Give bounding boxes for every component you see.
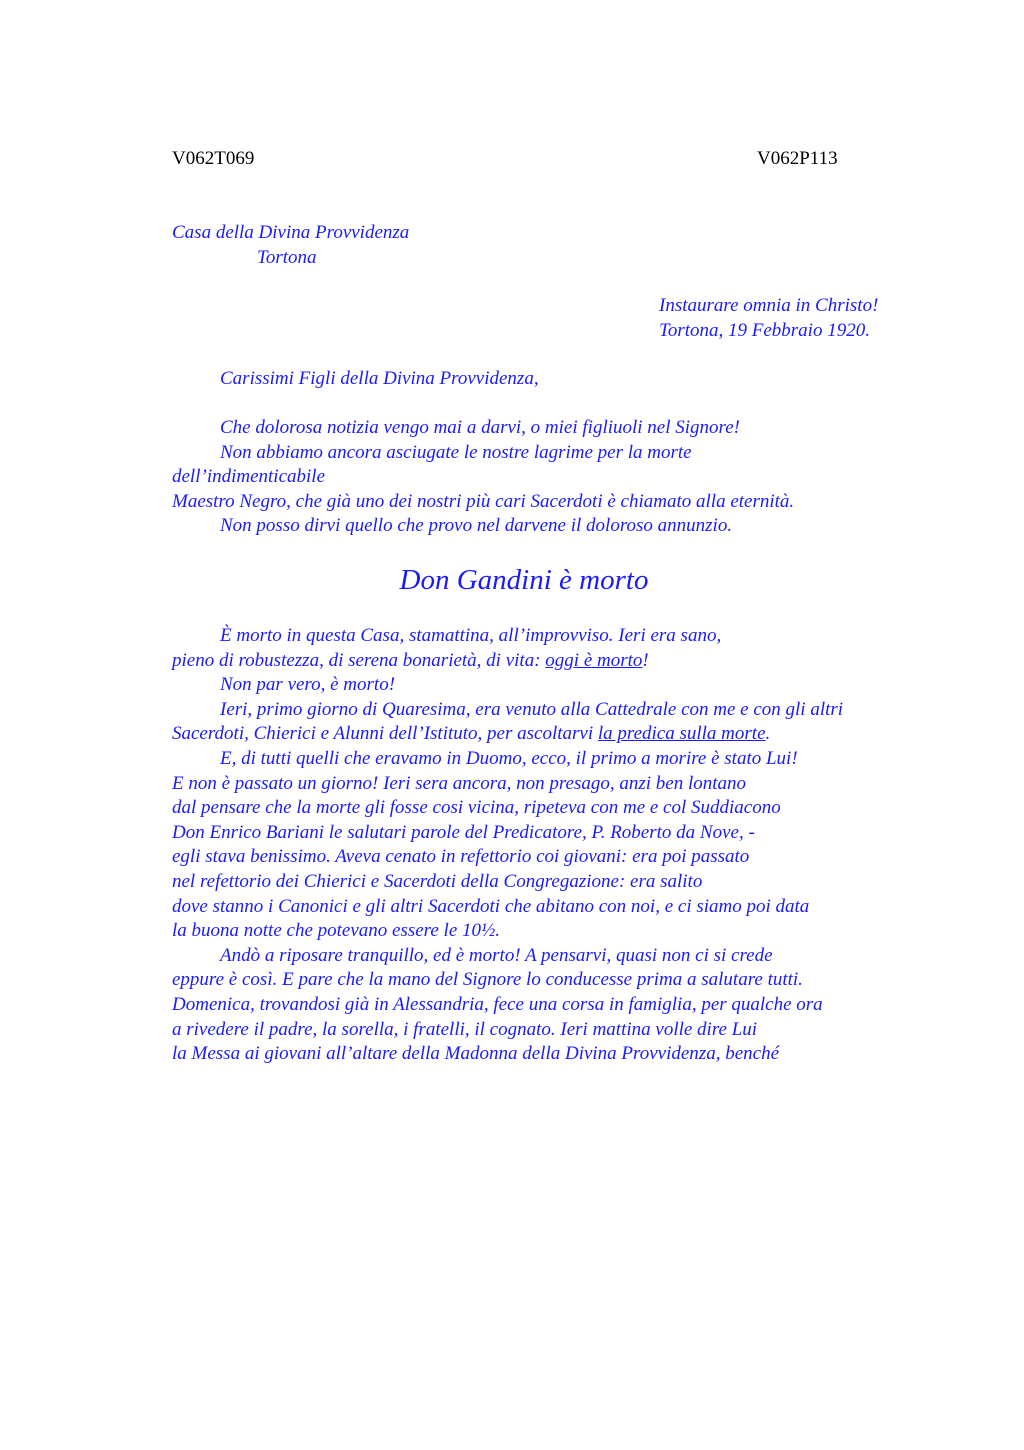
reference-code-right: V062P113 (757, 148, 838, 169)
body-line: la Messa ai giovani all’altare della Madonna della Divina Provvidenza, benché (172, 1043, 779, 1065)
intro-line: dell’indimenticabile (172, 466, 326, 488)
sender-city: Tortona (257, 246, 317, 268)
body-text: ! (642, 649, 649, 671)
body-line: dal pensare che la morte gli fosse cosi vicina, ripeteva con me e col Suddiacono (172, 797, 781, 819)
page-title: Don Gandini è morto (399, 564, 649, 596)
intro-line: Che dolorosa notizia vengo mai a darvi, o miei figliuoli nel Signore! (220, 417, 740, 438)
sender-block (172, 221, 409, 270)
body-paragraph (172, 624, 912, 1067)
reference-code-left: V062T069 (172, 148, 255, 169)
body-line: Don Enrico Bariani le salutari parole del Predicatore, P. Roberto da Nove, - (172, 821, 755, 843)
body-text: Sacerdoti, Chierici e Alunni dell’Istituto, per ascoltarvi (172, 723, 598, 745)
body-line: eppure è così. E pare che la mano del Signore lo conducesse prima a salutare tutti. (172, 969, 803, 991)
underlined-phrase: la predica sulla morte (597, 723, 766, 745)
body-line: a rivedere il padre, la sorella, i fratelli, il cognato. Ieri mattina volle dire Lui (172, 1018, 758, 1040)
body-line: Non par vero, è morto! (220, 674, 396, 696)
motto: Instaurare omnia in Christo! (659, 295, 879, 316)
intro-line: Non posso dirvi quello che provo nel darvene il doloroso annunzio. (220, 515, 733, 537)
body-line: E non è passato un giorno! Ieri sera ancora, non presago, anzi ben lontano (172, 772, 747, 794)
dateline-block (659, 294, 878, 343)
body-line: E, di tutti quelli che eravamo in Duomo, ecco, il primo a morire è stato Lui! (220, 747, 798, 769)
intro-line: Maestro Negro, che già uno dei nostri più cari Sacerdoti è chiamato alla eternità. (172, 490, 795, 512)
body-line: dove stanno i Canonici e gli altri Sacerdoti che abitano con noi, e ci siamo poi data (172, 895, 810, 917)
place-date: Tortona, 19 Febbraio 1920. (659, 319, 870, 341)
intro-paragraph (172, 416, 912, 539)
body-line: È morto in questa Casa, stamattina, all’improvviso. Ieri era sano, (220, 625, 722, 646)
body-line: Andò a riposare tranquillo, ed è morto! A pensarvi, quasi non ci si crede (220, 944, 773, 966)
underlined-phrase: oggi è morto (545, 649, 643, 671)
intro-line: Non abbiamo ancora asciugate le nostre lagrime per la morte (220, 441, 692, 463)
body-line: Ieri, primo giorno di Quaresima, era venuto alla Cattedrale con me e con gli altri (220, 698, 844, 720)
body-line (172, 722, 912, 747)
body-text: pieno di robustezza, di serena bonarietà, di vita: (172, 649, 546, 671)
body-line: nel refettorio dei Chierici e Sacerdoti della Congregazione: era salito (172, 870, 703, 892)
body-line (172, 649, 912, 674)
body-line: la buona notte che potevano essere le 10½. (172, 920, 501, 942)
body-line: Domenica, trovandosi già in Alessandria, fece una corsa in famiglia, per qualche ora (172, 993, 823, 1015)
body-line: egli stava benissimo. Aveva cenato in refettorio coi giovani: era poi passato (172, 846, 750, 868)
body-text: . (765, 723, 771, 745)
sender-institution: Casa della Divina Provvidenza (172, 222, 410, 243)
greeting: Carissimi Figli della Divina Provvidenza, (220, 368, 539, 389)
